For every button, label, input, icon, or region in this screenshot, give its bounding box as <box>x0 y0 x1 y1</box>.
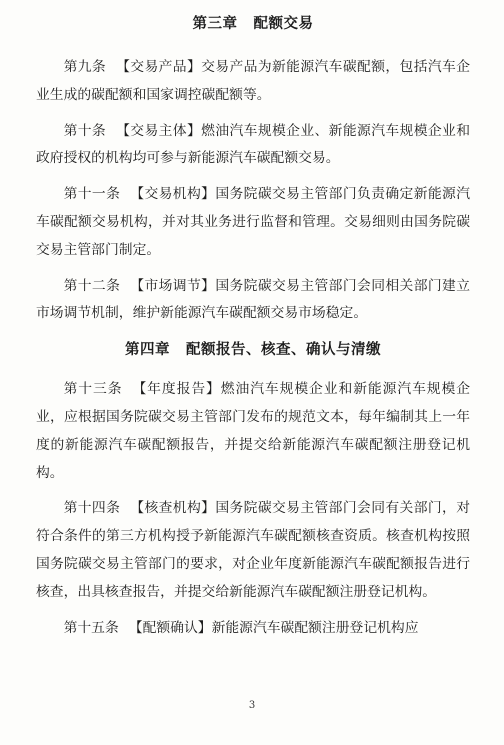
article-number: 第十二条 <box>63 277 121 294</box>
chapter-3-number: 第三章 <box>192 16 238 32</box>
article-number: 第十三条 <box>63 381 123 398</box>
article-text: 国务院碳交易主管部门会同有关部门，对符合条件的第三方机构授予新能源汽车碳配额核查资质。核查机构按照国务院碳交易主管部门的要求，对企业年度新能源汽车碳配额报告进行核查，出具核查报告，并提交给新能源汽车碳配额注册登记机构。 <box>36 500 471 600</box>
article-11 <box>36 181 470 264</box>
article-number: 第十四条 <box>63 500 121 517</box>
article-text: 新能源汽车碳配额注册登记机构应 <box>211 619 419 636</box>
article-heading: 【核查机构】 <box>130 500 216 517</box>
article-text: 国务院碳交易主管部门会同相关部门建立市场调节机制，维护新能源汽车碳配额交易市场稳定。 <box>36 277 471 322</box>
article-heading: 【交易主体】 <box>116 122 202 139</box>
article-text: 交易产品为新能源汽车碳配额，包括汽车企业生成的碳配额和国家调控碳配额等。 <box>36 59 471 103</box>
article-text: 国务院碳交易主管部门负责确定新能源汽车碳配额交易机构，并对其业务进行监督和管理。交易细则由国务院碳交易主管部门制定。 <box>36 186 471 258</box>
article-heading: 【年度报告】 <box>132 381 221 398</box>
article-13 <box>36 376 470 487</box>
article-heading: 【配额确认】 <box>128 619 212 636</box>
article-text: 燃油汽车规模企业、新能源汽车规模企业和政府授权的机构均可参与新能源汽车碳配额交易。 <box>36 122 471 167</box>
article-15 <box>36 615 470 643</box>
chapter-4-number: 第四章 <box>125 342 170 359</box>
article-heading: 【交易机构】 <box>130 186 216 203</box>
article-number: 第十条 <box>63 122 107 139</box>
article-number: 第十一条 <box>63 186 121 203</box>
article-heading: 【市场调节】 <box>130 277 216 294</box>
article-12 <box>36 273 470 329</box>
chapter-4-name: 配额报告、核查、确认与清缴 <box>186 342 381 359</box>
article-10 <box>36 118 470 174</box>
chapter-4-title <box>36 336 470 364</box>
article-number: 第九条 <box>63 59 107 75</box>
article-text: 燃油汽车规模企业和新能源汽车规模企业，应根据国务院碳交易主管部门发布的规范文本，每年编制其上一年度的新能源汽车碳配额报告，并提交给新能源汽车碳配额注册登记机构。 <box>36 381 471 481</box>
article-heading: 【交易产品】 <box>116 59 202 75</box>
chapter-3-title <box>36 10 470 38</box>
article-9 <box>36 54 470 110</box>
article-14 <box>36 495 470 606</box>
article-number: 第十五条 <box>63 619 119 636</box>
chapter-3-name: 配额交易 <box>253 16 314 32</box>
page-number: 3 <box>248 700 256 711</box>
